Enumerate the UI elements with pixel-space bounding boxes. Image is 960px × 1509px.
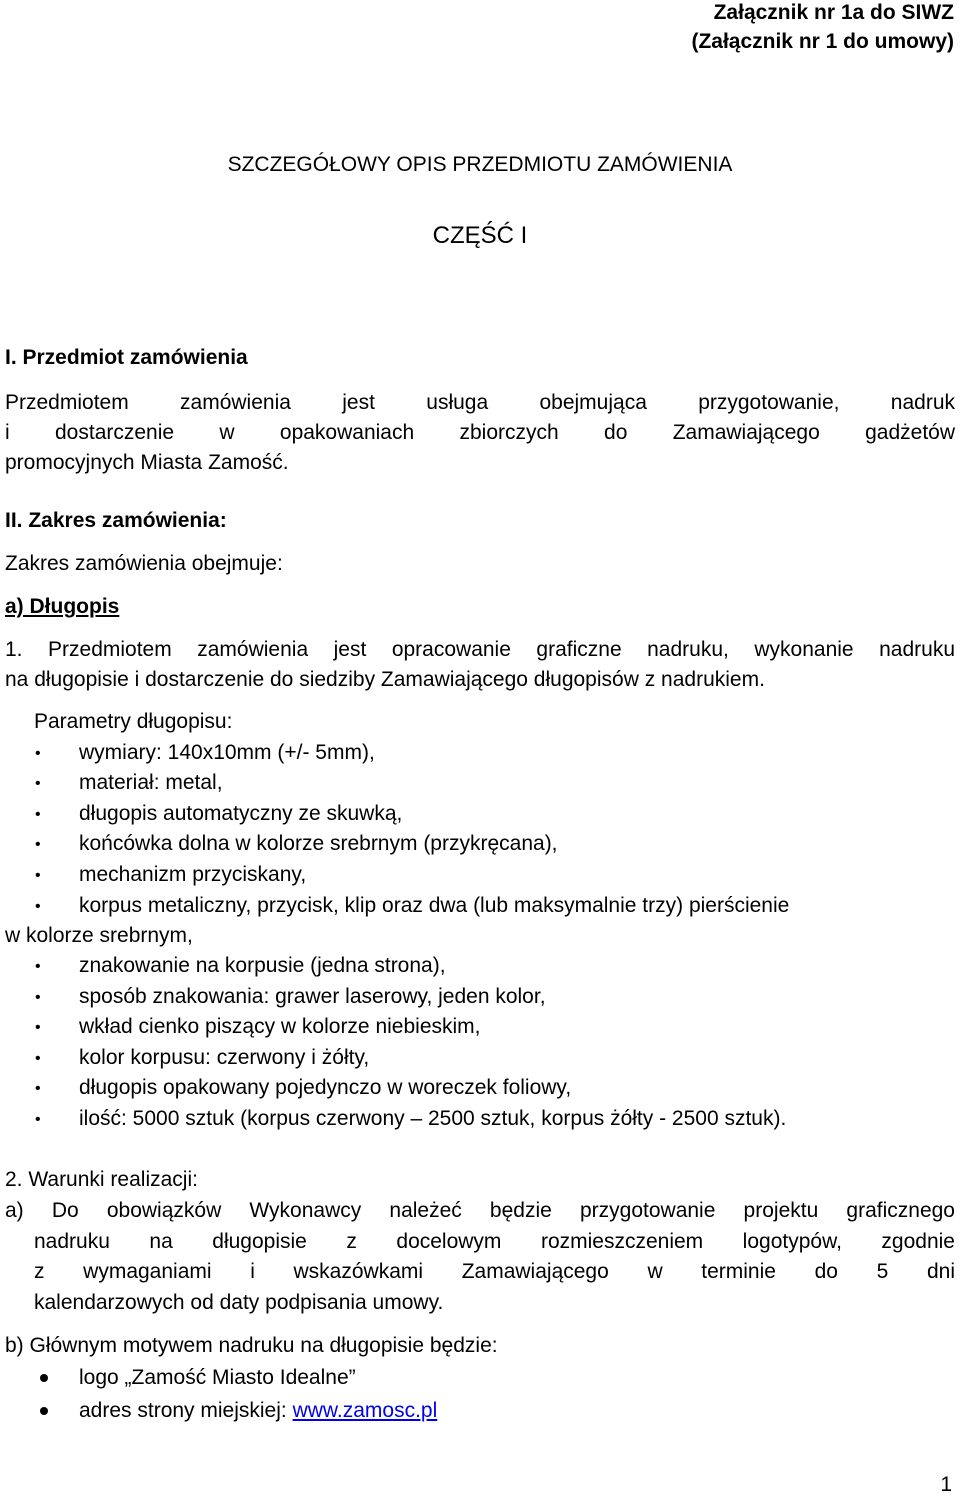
- param-item: znakowanie na korpusie (jedna strona),: [79, 954, 446, 977]
- param-item: końcówka dolna w kolorze srebrnym (przykręcana),: [79, 832, 558, 855]
- bullet-icon: •: [35, 745, 41, 762]
- bullet-icon: •: [35, 898, 41, 915]
- point-2-a-line-3: z wymaganiami i wskazówkami Zamawiającego w terminie do 5 dni: [34, 1260, 955, 1283]
- param-item: ilość: 5000 sztuk (korpus czerwony – 2500 sztuk, korpus żółty - 2500 sztuk).: [79, 1107, 787, 1130]
- part-title: CZĘŚĆ I: [432, 222, 528, 249]
- section-1-line-3: promocyjnych Miasta Zamość.: [5, 451, 289, 474]
- website-link[interactable]: www.zamosc.pl: [292, 1399, 438, 1422]
- bullet-disc-icon: [40, 1407, 48, 1415]
- point-2-heading: 2. Warunki realizacji:: [5, 1168, 198, 1191]
- section-2-intro: Zakres zamówienia obejmuje:: [5, 552, 283, 575]
- bullet-icon: •: [35, 989, 41, 1006]
- param-item: mechanizm przyciskany,: [79, 863, 307, 886]
- section-2-heading: II. Zakres zamówienia:: [5, 509, 227, 532]
- params-label: Parametry długopisu:: [34, 710, 233, 733]
- point-2-b-heading: b) Głównym motywem nadruku na długopisie będzie:: [5, 1334, 498, 1357]
- section-1-heading: I. Przedmiot zamówienia: [5, 346, 248, 369]
- bullet-disc-icon: [40, 1374, 48, 1382]
- bullet-icon: •: [35, 1019, 41, 1036]
- param-item-continuation: w kolorze srebrnym,: [5, 924, 193, 947]
- point-1-line-2: na długopisie i dostarczenie do siedziby Zamawiającego długopisów z nadrukiem.: [5, 668, 765, 691]
- annex-line-1: Załącznik nr 1a do SIWZ: [713, 1, 954, 24]
- bullet-icon: •: [35, 958, 41, 975]
- point-2-a-line-2: nadruku na długopisie z docelowym rozmieszczeniem logotypów, zgodnie: [34, 1230, 955, 1253]
- param-item: długopis opakowany pojedynczo w woreczek foliowy,: [79, 1076, 572, 1099]
- bullet-icon: •: [35, 1111, 41, 1128]
- section-1-line-2: i dostarczenie w opakowaniach zbiorczych do Zamawiającego gadżetów: [5, 421, 955, 444]
- item-a-heading: a) Długopis: [5, 595, 120, 618]
- param-item: materiał: metal,: [79, 771, 223, 794]
- bullet-icon: •: [35, 867, 41, 884]
- point-2-a-line-1: a) Do obowiązków Wykonawcy należeć będzie przygotowanie projektu graficznego: [5, 1199, 955, 1222]
- bullet-icon: •: [35, 1080, 41, 1097]
- param-item: kolor korpusu: czerwony i żółty,: [79, 1046, 370, 1069]
- param-item: wymiary: 140x10mm (+/- 5mm),: [79, 741, 375, 764]
- param-item: wkład cienko piszący w kolorze niebieskim,: [79, 1015, 481, 1038]
- document-title: SZCZEGÓŁOWY OPIS PRZEDMIOTU ZAMÓWIENIA: [227, 153, 733, 176]
- website-label: adres strony miejskiej:: [79, 1399, 293, 1422]
- point-1-line-1: 1. Przedmiotem zamówienia jest opracowanie graficzne nadruku, wykonanie nadruku: [5, 638, 955, 661]
- page-number: 1: [940, 1473, 952, 1496]
- motif-item-logo: logo „Zamość Miasto Idealne”: [79, 1366, 356, 1389]
- section-1-line-1: Przedmiotem zamówienia jest usługa obejmująca przygotowanie, nadruk: [5, 391, 955, 414]
- bullet-icon: •: [35, 1050, 41, 1067]
- param-item: długopis automatyczny ze skuwką,: [79, 802, 403, 825]
- motif-item-website: [79, 1398, 437, 1424]
- bullet-icon: •: [35, 806, 41, 823]
- bullet-icon: •: [35, 836, 41, 853]
- param-item: korpus metaliczny, przycisk, klip oraz dwa (lub maksymalnie trzy) pierścienie: [79, 894, 790, 917]
- bullet-icon: •: [35, 775, 41, 792]
- point-2-a-line-4: kalendarzowych od daty podpisania umowy.: [34, 1291, 444, 1314]
- annex-line-2: (Załącznik nr 1 do umowy): [691, 30, 954, 53]
- param-item: sposób znakowania: grawer laserowy, jeden kolor,: [79, 985, 546, 1008]
